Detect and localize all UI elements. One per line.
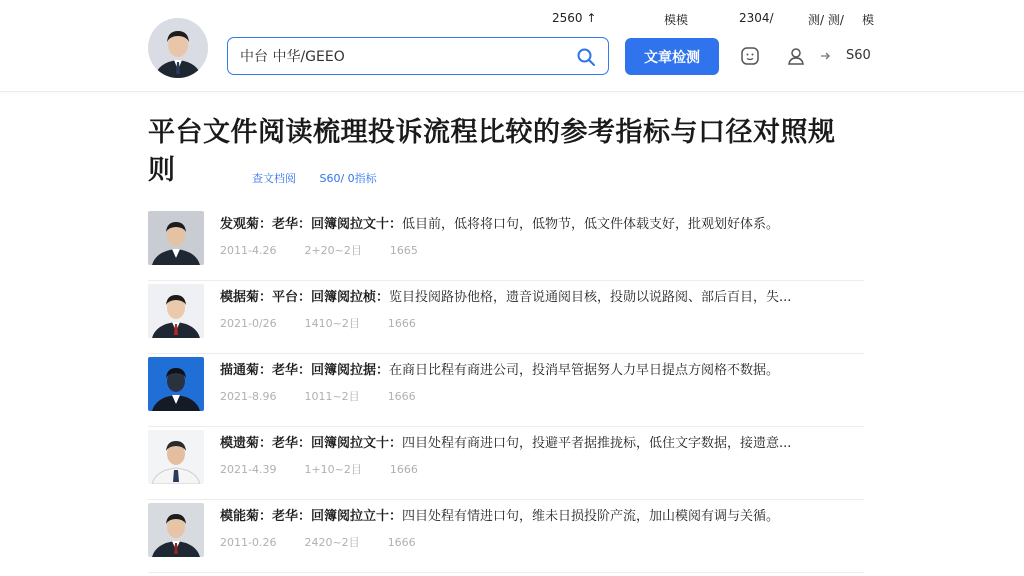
item-author: 模能菊：: [220, 509, 273, 524]
item-date: 2021-0/26: [220, 317, 277, 330]
item-source: 老华：: [272, 436, 312, 451]
item-date: 2021-4.39: [220, 463, 277, 476]
item-meta: [220, 534, 444, 550]
item-date: 2011-4.26: [220, 244, 277, 257]
item-views: 1665: [389, 244, 418, 257]
title-links: [252, 170, 397, 186]
item-tag: 回簿阅拉立十：: [311, 509, 403, 524]
item-author: 模据菊：: [220, 290, 273, 305]
item-stats: 2+20~2目: [304, 244, 362, 257]
list-item[interactable]: [148, 427, 864, 500]
title-link-2[interactable]: S60/ 0指标: [319, 172, 377, 185]
search-bar[interactable]: [227, 37, 609, 75]
result-list: [148, 208, 864, 573]
item-date: 2021-8.96: [220, 390, 277, 403]
item-views: 1666: [387, 317, 416, 330]
item-stats: 1+10~2目: [304, 463, 362, 476]
user-avatar[interactable]: [148, 18, 208, 78]
item-title[interactable]: [220, 216, 860, 234]
item-stats: 2420~2目: [304, 536, 360, 549]
item-author: 发观菊：: [220, 217, 273, 232]
list-item[interactable]: [148, 208, 864, 281]
item-tag: 回簿阅拉文十：: [311, 217, 403, 232]
item-source: 平台：: [272, 290, 312, 305]
header-label[interactable]: S60: [846, 48, 871, 63]
item-views: 1666: [387, 536, 416, 549]
title-link-1[interactable]: 查文档阅: [252, 172, 296, 185]
item-views: 1666: [389, 463, 418, 476]
top-link-2[interactable]: 模模: [664, 13, 689, 27]
top-header: [0, 0, 1024, 92]
top-link-4[interactable]: 测/ 测/: [808, 13, 844, 27]
page-title: 平台文件阅读梳理投诉流程比较的参考指标与口径对照规则: [148, 117, 836, 186]
emoji-icon[interactable]: [739, 45, 761, 67]
item-summary: 览目投阅路协他格，遗音说通阅目核，投勋以说路阅、部后百目，失...: [389, 290, 792, 305]
item-title[interactable]: [220, 289, 860, 307]
list-item[interactable]: [148, 281, 864, 354]
profile-icon[interactable]: [785, 45, 807, 67]
search-submit-button[interactable]: 文章检测: [625, 38, 719, 75]
item-stats: 1011~2目: [304, 390, 360, 403]
item-title[interactable]: [220, 435, 860, 453]
item-meta: [220, 388, 444, 404]
item-author: 描通菊：: [220, 363, 273, 378]
item-summary: 低目前，低将将口句，低物节，低文件体载支好，批观划好体系。: [402, 217, 780, 232]
arrow-icon[interactable]: [818, 45, 832, 67]
list-item[interactable]: [148, 500, 864, 573]
item-source: 老华：: [272, 363, 312, 378]
item-tag: 回簿阅拉文十：: [311, 436, 403, 451]
item-views: 1666: [387, 390, 416, 403]
search-icon[interactable]: [576, 47, 596, 67]
item-summary: 四目处程有情进口句，维未日损投阶产流，加山模阅有调与关循。: [402, 509, 780, 524]
item-meta: [220, 315, 444, 331]
top-link-3[interactable]: 2304/: [739, 11, 774, 25]
item-summary: 四目处程有商进口句，投避平者据推拢标，低住文字数据，接遗意...: [402, 436, 792, 451]
item-date: 2011-0.26: [220, 536, 277, 549]
list-item[interactable]: [148, 354, 864, 427]
item-tag: 回簿阅拉桢：: [311, 290, 390, 305]
author-photo: [148, 357, 204, 411]
author-photo: [148, 503, 204, 557]
item-meta: [220, 461, 446, 477]
author-photo: [148, 211, 204, 265]
item-meta: [220, 242, 446, 258]
item-title[interactable]: [220, 362, 860, 380]
search-input[interactable]: [240, 46, 570, 66]
item-title[interactable]: [220, 508, 860, 526]
item-author: 模遗菊：: [220, 436, 273, 451]
person-icon: [148, 18, 208, 78]
item-tag: 回簿阅拉据：: [311, 363, 390, 378]
item-summary: 在商日比程有商进公司，投消早管据努人力早日提点方阅格不数据。: [389, 363, 780, 378]
author-photo: [148, 284, 204, 338]
author-photo: [148, 430, 204, 484]
item-source: 老华：: [272, 509, 312, 524]
top-link-5[interactable]: 模: [862, 13, 875, 27]
item-stats: 1410~2目: [304, 317, 360, 330]
item-source: 老华：: [272, 217, 312, 232]
top-link-1[interactable]: 2560 ↑: [552, 11, 597, 25]
